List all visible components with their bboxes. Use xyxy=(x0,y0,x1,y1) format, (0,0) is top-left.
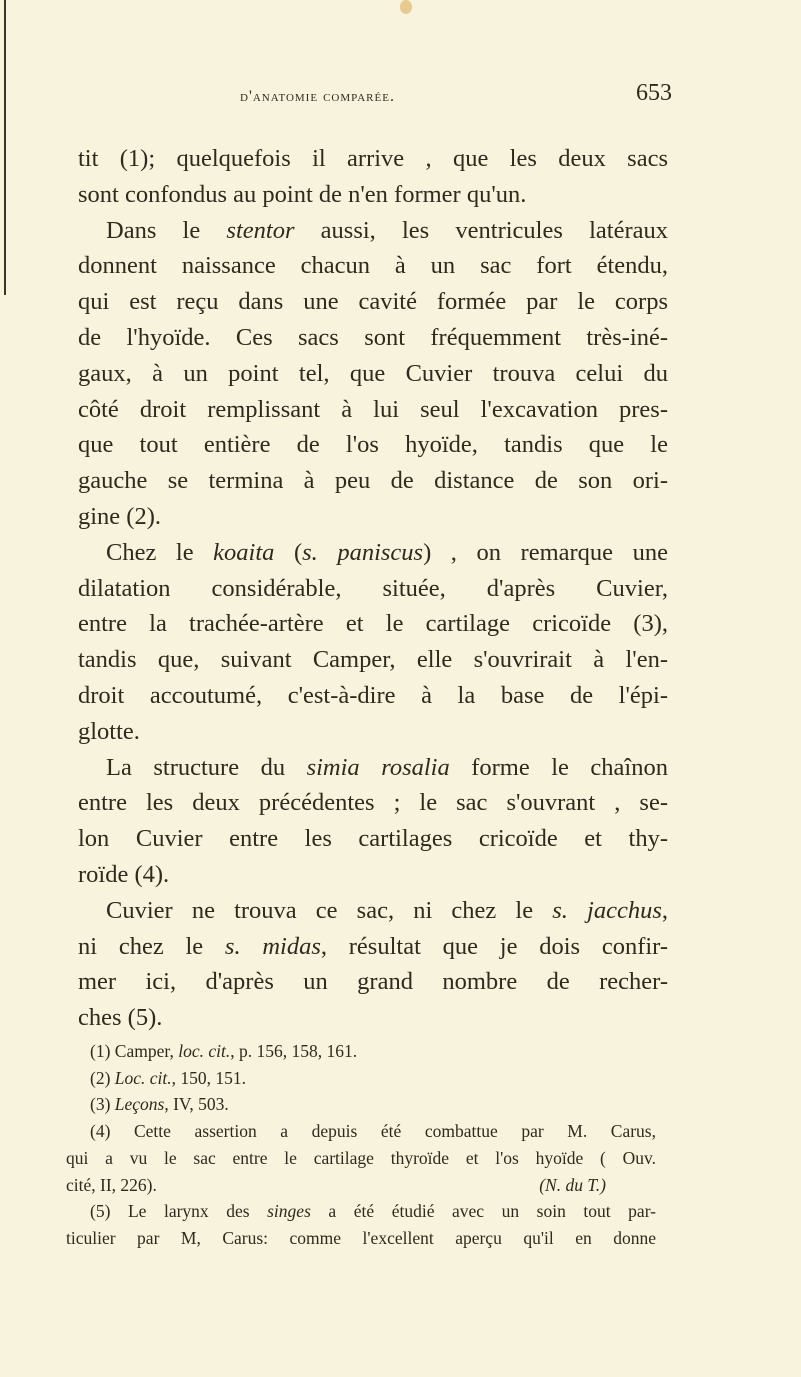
footnote-line xyxy=(66,1093,656,1115)
text: (5) Le larynx des xyxy=(90,1201,268,1222)
text-line xyxy=(78,180,668,210)
text: sont confondus au point de n'en former qu'un. xyxy=(78,180,527,208)
text-line xyxy=(78,824,668,854)
italic-term: simia rosalia xyxy=(306,753,450,781)
text: , IV, 503. xyxy=(164,1094,229,1115)
text: roïde (4). xyxy=(78,861,170,888)
text: ) , on remarque une xyxy=(423,538,668,566)
italic-term: singes xyxy=(267,1201,311,1222)
text: entre les deux précédentes ; le sac s'ouvrant , se- xyxy=(78,789,668,817)
text: gine (2). xyxy=(78,503,161,530)
text: droit accoutumé, c'est-à-dire à la base de l'épi- xyxy=(78,682,668,709)
italic-term: Leçons xyxy=(114,1094,165,1115)
text-line xyxy=(78,502,668,532)
text: (1) Camper, xyxy=(90,1041,179,1061)
text-line xyxy=(78,251,668,281)
text-line xyxy=(78,144,668,174)
footnote-line xyxy=(66,1200,656,1222)
italic-term: s. paniscus xyxy=(302,538,424,566)
page-number: 653 xyxy=(636,80,672,106)
text: lon Cuvier entre les cartilages cricoïde et thy- xyxy=(78,825,668,853)
footnote-line xyxy=(66,1040,656,1062)
italic-term: Loc. cit. xyxy=(114,1067,172,1088)
text: a été étudié avec un soin tout par- xyxy=(310,1201,656,1222)
translator-note: (N. du T.) xyxy=(539,1174,606,1195)
text: , résultat que je dois confir- xyxy=(320,932,668,960)
text: ( xyxy=(274,538,303,566)
text: ticulier par M, Carus: comme l'excellent aperçu qu'il en donne xyxy=(66,1227,656,1248)
text: glotte. xyxy=(78,717,140,745)
text: tit (1); quelquefois il arrive , que les deux sacs xyxy=(78,145,668,172)
text: ches (5). xyxy=(78,1004,163,1032)
text-line xyxy=(78,896,668,926)
text-line xyxy=(78,609,668,639)
text-line xyxy=(78,287,668,317)
footnote-line xyxy=(66,1120,656,1142)
footnote-line xyxy=(66,1174,656,1196)
text: de l'hyoïde. Ces sacs sont fréquemment très-iné- xyxy=(78,324,668,351)
text: qui est reçu dans une cavité formée par le corps xyxy=(78,288,668,316)
text: mer ici, d'après un grand nombre de recher- xyxy=(78,968,668,996)
text-line xyxy=(78,1003,668,1033)
text: , 150, 151. xyxy=(171,1067,247,1088)
text-line xyxy=(78,430,668,460)
text: ni chez le xyxy=(78,932,225,960)
text: donnent naissance chacun à un sac fort étendu, xyxy=(78,252,668,280)
text-line xyxy=(78,645,668,675)
text: qui a vu le sac entre le cartilage thyroïde et l'os hyoïde ( Ouv. xyxy=(66,1147,656,1168)
text: cité, II, 226). xyxy=(66,1174,157,1195)
italic-term: s. jacchus xyxy=(552,896,662,924)
text: que tout entière de l'os hyoïde, tandis que le xyxy=(78,431,668,459)
text: entre la trachée-artère et le cartilage cricoïde (3), xyxy=(78,610,668,638)
text-line xyxy=(78,216,668,246)
italic-term: stentor xyxy=(226,216,295,244)
text-line xyxy=(78,788,668,818)
text: (4) Cette assertion a depuis été combattue par M. Carus, xyxy=(90,1121,656,1142)
text-line xyxy=(78,323,668,353)
text-line xyxy=(78,717,668,747)
text: aussi, les ventricules latéraux xyxy=(294,216,668,244)
footnote-line xyxy=(66,1067,656,1089)
text: tandis que, suivant Camper, elle s'ouvrirait à l'en- xyxy=(78,646,668,674)
text-line xyxy=(78,932,668,962)
page-header xyxy=(240,80,672,110)
text-line xyxy=(78,753,668,783)
text-line xyxy=(78,395,668,425)
paper-stain xyxy=(400,0,412,14)
footnote-line xyxy=(66,1147,656,1169)
running-head: d'anatomie comparée. xyxy=(240,88,395,105)
text: côté droit remplissant à lui seul l'excavation pres- xyxy=(78,395,668,423)
italic-term: koaita xyxy=(213,538,275,566)
italic-term: s. midas xyxy=(224,932,321,960)
text: Chez le xyxy=(106,538,214,566)
text: , p. 156, 158, 161. xyxy=(230,1041,358,1061)
text-line xyxy=(78,466,668,496)
italic-term: loc. cit. xyxy=(178,1041,231,1061)
text: dilatation considérable, située, d'après Cuvier, xyxy=(78,574,668,602)
text-line xyxy=(78,359,668,389)
text-line xyxy=(78,538,668,568)
text: (3) xyxy=(90,1094,115,1115)
text: Dans le xyxy=(106,216,227,244)
page-edge xyxy=(4,0,6,295)
text: (2) xyxy=(90,1067,115,1088)
text: gaux, à un point tel, que Cuvier trouva celui du xyxy=(78,359,668,387)
text: Cuvier ne trouva ce sac, ni chez le xyxy=(106,896,553,924)
text: gauche se termina à peu de distance de son ori- xyxy=(78,467,668,495)
text: , xyxy=(661,896,668,924)
text-line xyxy=(78,860,668,890)
text-line xyxy=(78,681,668,711)
text: forme le chaînon xyxy=(449,753,668,781)
text-line xyxy=(78,574,668,604)
text-line xyxy=(78,967,668,997)
footnote-line xyxy=(66,1227,656,1249)
text: La structure du xyxy=(106,753,307,781)
